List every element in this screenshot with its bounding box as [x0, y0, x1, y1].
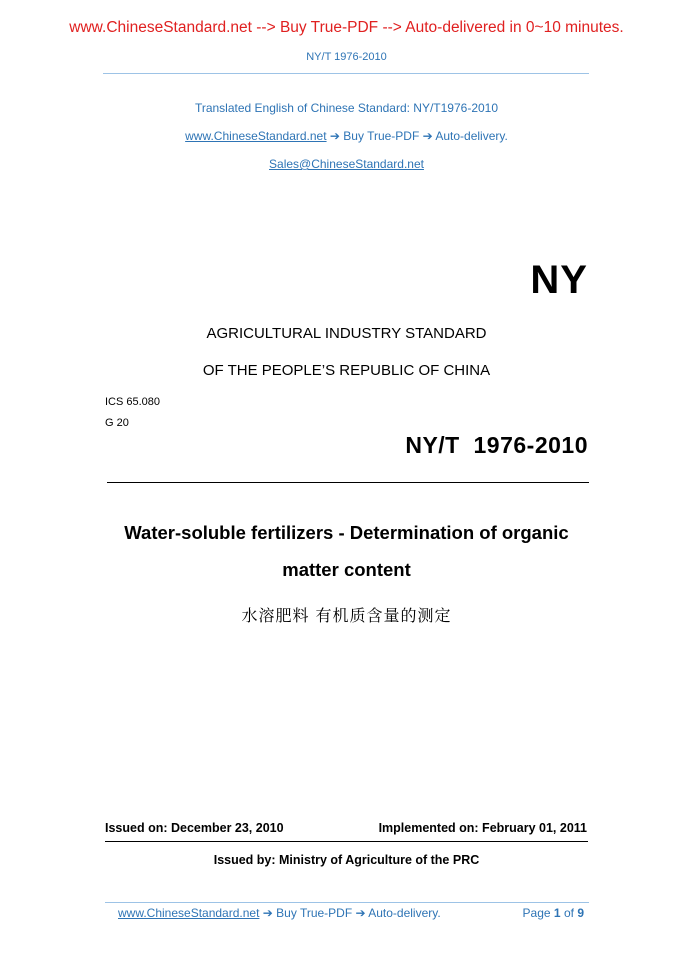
top-banner[interactable]: www.ChineseStandard.net --> Buy True-PDF --> Auto-delivered in 0~10 minutes. [69, 19, 624, 36]
footer-site-link[interactable]: www.ChineseStandard.net [118, 906, 260, 920]
title-divider [107, 482, 589, 483]
ics-code: ICS 65.080 [105, 396, 161, 408]
translation-notice: Translated English of Chinese Standard: NY/T1976-2010 [194, 101, 499, 115]
email-line [0, 157, 693, 171]
footer-divider [105, 902, 589, 903]
site-link[interactable]: www.ChineseStandard.net [185, 129, 327, 143]
document-title-line1: Water-soluble fertilizers - Determination of organic [124, 522, 569, 543]
standard-number: NY/T 1976-2010 [405, 432, 588, 458]
purchase-line [0, 129, 693, 143]
ccs-code: G 20 [105, 417, 129, 429]
page-of-label: of [563, 906, 574, 920]
implemented-on-date: Implemented on: February 01, 2011 [378, 821, 587, 835]
purchase-line-suffix: ➔ Buy True-PDF ➔ Auto-delivery. [326, 129, 508, 143]
footer-purchase-line [118, 906, 441, 920]
document-title-chinese: 水溶肥料 有机质含量的测定 [241, 606, 452, 625]
running-header-title: NY/T 1976-2010 [306, 51, 387, 63]
page-label: Page [522, 906, 551, 920]
page-total: 9 [577, 906, 584, 920]
document-title-line2: matter content [282, 559, 411, 580]
standard-category-line1: AGRICULTURAL INDUSTRY STANDARD [206, 325, 487, 342]
standard-logo: NY [530, 258, 588, 302]
issuing-authority: Issued by: Ministry of Agriculture of the PRC [213, 853, 480, 867]
dates-divider [105, 841, 588, 842]
header-divider [103, 73, 589, 74]
page-current: 1 [553, 906, 561, 920]
issued-on-date: Issued on: December 23, 2010 [105, 821, 284, 835]
email-link[interactable]: Sales@ChineseStandard.net [269, 157, 424, 171]
page-indicator [523, 906, 584, 920]
footer-purchase-suffix: ➔ Buy True-PDF ➔ Auto-delivery. [259, 906, 441, 920]
standard-category-line2: OF THE PEOPLE’S REPUBLIC OF CHINA [202, 362, 491, 379]
